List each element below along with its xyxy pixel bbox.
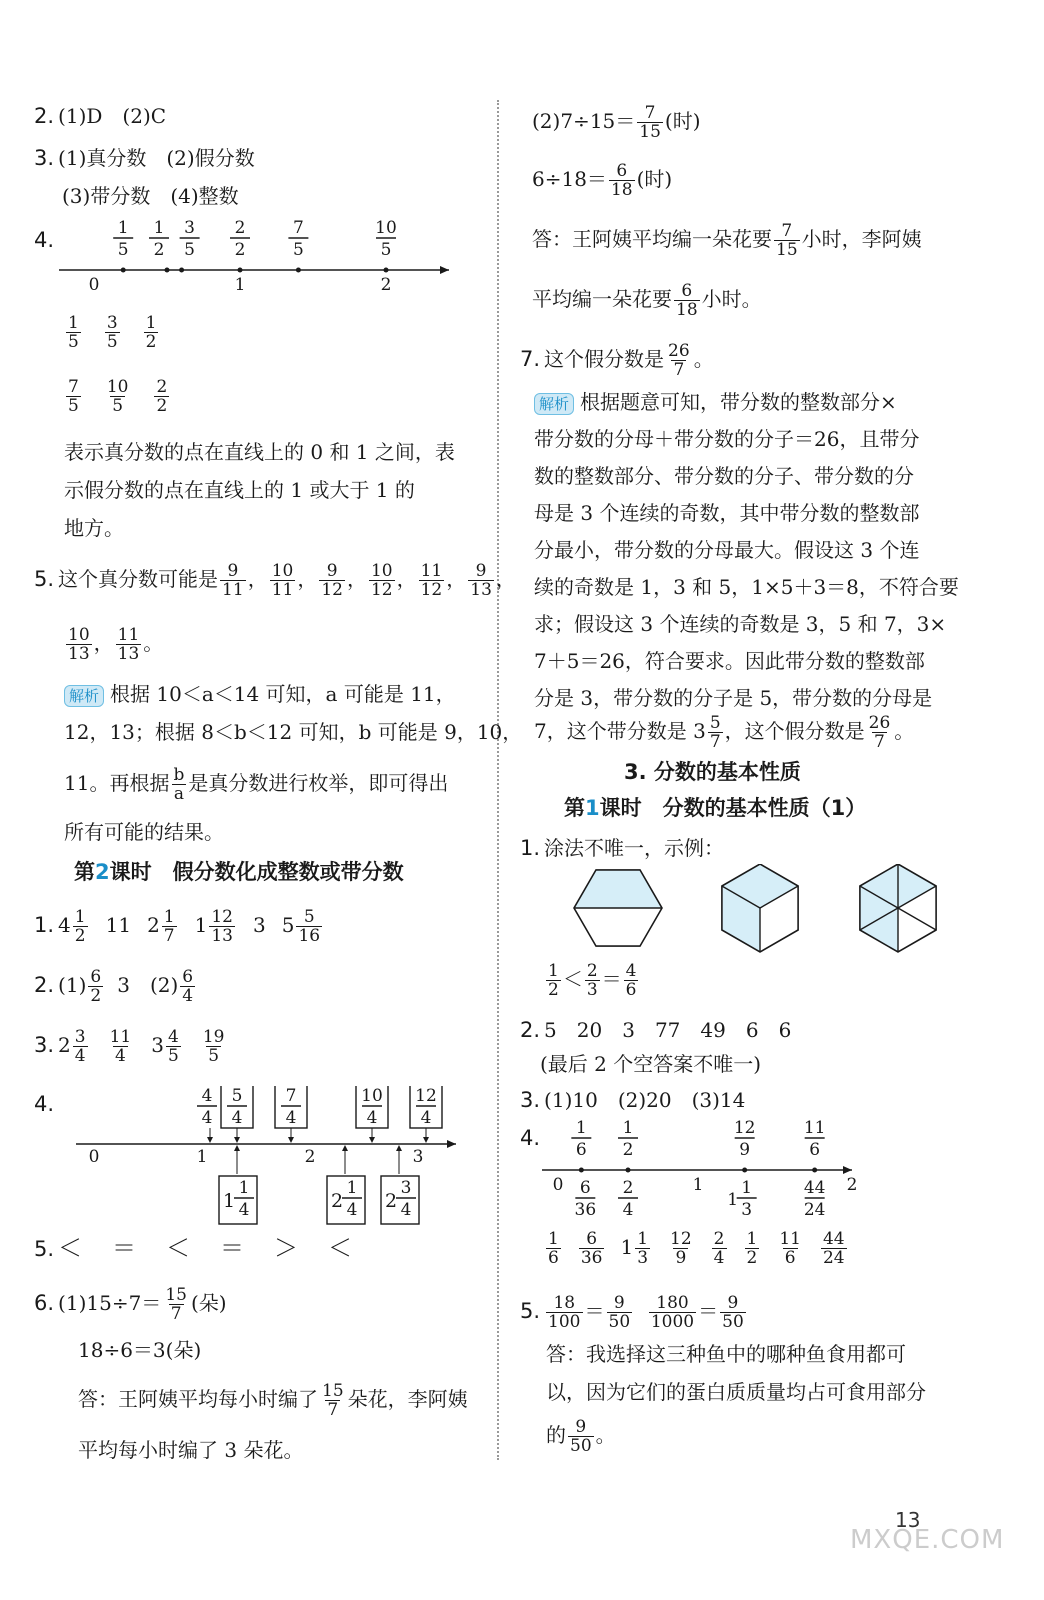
top-fraction-num: 7 <box>285 1086 297 1106</box>
q4-text3: 地方。 <box>64 516 124 540</box>
hexagon-figures <box>548 864 948 954</box>
q5-line1: 5. 这个真分数可能是 $\frac{9}{11}$ ， $\frac{10}{11}$ ， $\frac{9}{12}$ ， $\frac{10}{12}$ ， $\frac{11}{12}$ ， $\frac{9}{13}$ ， <box>34 561 516 600</box>
fraction: $\frac{4}{6}$ <box>625 961 637 1000</box>
s2q4-number-line <box>64 1086 464 1228</box>
fraction: $\frac{9}{50}$ <box>570 1417 592 1456</box>
top-fraction-den: 5 <box>117 240 129 260</box>
tick-label: 0 <box>88 275 100 295</box>
fraction: $\frac{18}{100}$ <box>548 1293 581 1332</box>
top-fraction-den: 9 <box>739 1140 751 1160</box>
fraction: $\frac{7}{15}$ <box>639 103 661 142</box>
bottom-fraction-den: 36 <box>574 1200 597 1220</box>
fraction: $\frac{180}{1000}$ <box>650 1293 695 1332</box>
q4-text1: 表示真分数的点在直线上的 0 和 1 之间，表 <box>64 440 455 464</box>
fraction: $\frac{9}{50}$ <box>722 1293 744 1332</box>
s2q6-line4: 平均每小时编了 3 朵花。 <box>78 1438 304 1462</box>
q7: 7. 这个假分数是 $\frac{26}{7}$ 。 <box>520 341 714 380</box>
s2q5: 5. ＜ ＝ ＜ ＝ ＞ ＜ <box>34 1234 356 1262</box>
top-fraction-den: 4 <box>366 1108 378 1128</box>
q5-exp1: 解析 根据 10＜a＜14 可知，a 可能是 11， <box>64 680 456 708</box>
top-fraction-den: 5 <box>380 240 392 260</box>
shaded-region <box>574 870 662 908</box>
s3q5-answer3: 的 $\frac{9}{50}$ 。 <box>546 1417 616 1456</box>
fraction: $\frac{26}{7}$ <box>668 341 690 380</box>
top-fraction-num: 1 <box>153 218 165 238</box>
fraction: $\frac{6}{18}$ <box>610 161 633 200</box>
point <box>384 268 389 273</box>
q7-exp8: 7＋5＝26，符合要求。因此带分数的整数部 <box>534 649 925 673</box>
bottom-fraction-num: 1 <box>741 1178 753 1198</box>
tick-label: 0 <box>552 1175 564 1195</box>
axis-arrow <box>447 1140 456 1148</box>
analysis-tag: 解析 <box>534 393 574 415</box>
tick-label: 3 <box>412 1147 424 1167</box>
shaded-region <box>898 864 936 908</box>
axis-arrow <box>440 266 449 274</box>
fraction: $\frac{6}{4}$ <box>182 967 194 1006</box>
s3q5-answer1: 答：我选择这三种鱼中的哪种鱼食用都可 <box>546 1342 906 1366</box>
r3: 答：王阿姨平均编一朵花要 $\frac{7}{15}$ 小时，李阿姨 <box>532 221 922 260</box>
tick-label: 1 <box>234 275 246 295</box>
fraction: $\frac{b}{a}$ <box>173 765 185 804</box>
fraction: $\frac{6}{36}$ <box>580 1229 603 1268</box>
fraction: $\frac{1}{7}$ <box>163 907 175 946</box>
fraction: $\frac{19}{5}$ <box>202 1027 225 1066</box>
fraction: $\frac{9}{12}$ <box>321 561 343 600</box>
top-fraction-den: 4 <box>201 1108 213 1128</box>
q5-exp3: 11。再根据 $\frac{b}{a}$ 是真分数进行枚举，即可得出 <box>64 765 449 804</box>
s3q1-answer: $\frac{1}{2}$ ＜ $\frac{2}{3}$ ＝ $\frac{4}{6}$ <box>548 961 637 1000</box>
q4-row1 <box>64 314 180 351</box>
q4-num: 4. <box>34 228 55 252</box>
r2: 6÷18＝ $\frac{6}{18}$ (时) <box>532 161 673 200</box>
q7-exp2: 带分数的分母＋带分数的分子＝26，且带分 <box>534 427 920 451</box>
q3-line1: 3. (1)真分数 (2)假分数 <box>34 146 255 170</box>
q5-exp4: 所有可能的结果。 <box>64 820 224 844</box>
bottom-fraction-num: 44 <box>803 1178 826 1198</box>
bottom-fraction-den: 3 <box>741 1200 753 1220</box>
r1: (2)7÷15＝ $\frac{7}{15}$ (时) <box>532 103 701 142</box>
top-fraction-num: 7 <box>292 218 304 238</box>
page-number: 13 <box>895 1508 921 1532</box>
top-fraction-den: 2 <box>153 240 165 260</box>
point <box>179 268 184 273</box>
section-3-lesson: 第1课时 分数的基本性质（1） <box>564 796 867 820</box>
mixed-fraction-num: 3 <box>400 1178 412 1198</box>
bottom-fraction-den: 24 <box>803 1200 826 1220</box>
q7-exp5: 分最小，带分数的分母最大。假设这 3 个连 <box>534 538 920 562</box>
point <box>165 268 170 273</box>
fraction: $\frac{1}{2}$ <box>74 907 86 946</box>
fraction: $\frac{10}{12}$ <box>370 561 393 600</box>
top-fraction-num: 10 <box>375 218 397 238</box>
tick-label: 2 <box>380 275 392 295</box>
fraction: $\frac{9}{13}$ <box>470 561 492 600</box>
top-fraction-num: 12 <box>733 1118 756 1138</box>
point <box>121 268 126 273</box>
fraction: $\frac{12}{9}$ <box>670 1229 692 1268</box>
bottom-fraction-num: 6 <box>579 1178 591 1198</box>
s3q4-num: 4. <box>520 1126 541 1150</box>
mixed-whole: 2 <box>330 1190 344 1212</box>
s3q2-note: (最后 2 个空答案不唯一) <box>540 1052 762 1076</box>
bottom-fraction-den: 4 <box>622 1200 634 1220</box>
q7-exp9: 分是 3，带分数的分子是 5，带分数的分母是 <box>534 686 933 710</box>
fraction: $\frac{5}{16}$ <box>298 907 321 946</box>
pointer-head <box>288 1137 294 1143</box>
top-fraction-den: 6 <box>575 1140 587 1160</box>
q7-exp7: 求；假设这 3 个连续的奇数是 3，5 和 7，3× <box>534 612 947 636</box>
fraction: $\frac{44}{24}$ <box>822 1229 845 1268</box>
s3q4-number-line <box>540 1118 860 1222</box>
q5-line2: $\frac{10}{13}$ ， $\frac{11}{13}$ 。 <box>68 625 164 664</box>
fraction: $\frac{12}{13}$ <box>211 907 233 946</box>
pointer-head <box>396 1145 402 1151</box>
pointer-head <box>234 1137 240 1143</box>
pointer-head <box>207 1137 213 1143</box>
fraction: $\frac{11}{12}$ <box>420 561 443 600</box>
top-fraction-den: 5 <box>184 240 196 260</box>
mixed-fraction-num: 1 <box>238 1178 250 1198</box>
top-fraction-num: 2 <box>234 218 246 238</box>
q4-row2 <box>64 378 191 415</box>
top-fraction-num: 12 <box>415 1086 437 1106</box>
s3q3: 3. (1)10 (2)20 (3)14 <box>520 1088 746 1112</box>
fraction: $\frac{2}{2}$ <box>156 377 168 416</box>
tick-label: 2 <box>846 1175 858 1195</box>
s3q5-answer2: 以，因为它们的蛋白质质量均占可食用部分 <box>546 1380 926 1404</box>
top-fraction-num: 5 <box>231 1086 243 1106</box>
top-fraction-den: 5 <box>292 240 304 260</box>
fraction: $\frac{10}{5}$ <box>106 377 129 416</box>
analysis-tag: 解析 <box>64 685 104 707</box>
point <box>812 1168 817 1173</box>
tick-label: 1 <box>196 1147 208 1167</box>
s2q6-line1: 6. (1)15÷7＝ $\frac{15}{7}$ (朵) <box>34 1285 227 1324</box>
s3q1: 1. 涂法不唯一，示例： <box>520 836 725 860</box>
top-fraction-num: 1 <box>575 1118 587 1138</box>
fraction: $\frac{11}{4}$ <box>109 1027 132 1066</box>
mixed-whole: 1 <box>727 1190 739 1210</box>
bottom-fraction-num: 2 <box>622 1178 634 1198</box>
fraction: $\frac{15}{7}$ <box>322 1381 344 1420</box>
fraction: $\frac{1}{2}$ <box>548 961 559 1000</box>
s2q2: 2. (1) $\frac{6}{2}$ 3 (2) $\frac{6}{4}$ <box>34 967 194 1006</box>
fraction: $\frac{7}{15}$ <box>776 221 798 260</box>
fraction: $\frac{6}{2}$ <box>90 967 102 1006</box>
top-fraction-den: 2 <box>622 1140 634 1160</box>
s3q2: 2. 5 20 3 77 49 6 6 <box>520 1018 792 1042</box>
top-fraction-num: 4 <box>201 1086 213 1106</box>
tick-label: 2 <box>304 1147 316 1167</box>
fraction: $\frac{2}{3}$ <box>586 961 598 1000</box>
top-fraction-num: 3 <box>184 218 196 238</box>
fraction: $\frac{3}{5}$ <box>106 313 118 352</box>
s2q3: 3. 2 $\frac{3}{4}$ $\frac{11}{4}$ 3 $\frac{4}{5}$ $\frac{19}{5}$ <box>34 1027 225 1066</box>
fraction: $\frac{1}{6}$ <box>548 1229 559 1268</box>
mixed-fraction-den: 4 <box>238 1200 250 1220</box>
pointer-head <box>423 1137 429 1143</box>
top-fraction-num: 11 <box>803 1118 826 1138</box>
axis-arrow <box>843 1166 852 1174</box>
q4-number-line <box>54 218 454 298</box>
s2q1: 1. 4 $\frac{1}{2}$ 11 2 $\frac{1}{7}$ 1 $\frac{12}{13}$ 3 5 $\frac{5}{16}$ <box>34 907 321 946</box>
fraction: $\frac{10}{11}$ <box>271 561 294 600</box>
fraction: $\frac{1}{3}$ <box>637 1229 649 1268</box>
top-fraction-num: 10 <box>361 1086 383 1106</box>
divider-line <box>898 908 936 930</box>
fraction: $\frac{4}{5}$ <box>167 1027 179 1066</box>
mixed-whole: 2 <box>384 1190 398 1212</box>
point <box>742 1168 747 1173</box>
q7-exp6: 续的奇数是 1，3 和 5，1×5＋3＝8，不符合要 <box>534 575 959 599</box>
point <box>626 1168 631 1173</box>
fraction: $\frac{6}{18}$ <box>676 281 698 320</box>
mixed-fraction-den: 4 <box>346 1200 358 1220</box>
fraction: $\frac{26}{7}$ <box>868 713 891 752</box>
point <box>238 268 243 273</box>
fraction: $\frac{2}{4}$ <box>713 1229 725 1268</box>
fraction: $\frac{9}{50}$ <box>608 1293 631 1332</box>
s3q4-row: $\frac{1}{6}$ $\frac{6}{36}$ 1 $\frac{1}{3}$ $\frac{12}{9}$ $\frac{2}{4}$ $\frac{1}{2}$ $\frac{11}{6}$ $\frac{44}{24}$ <box>548 1229 845 1268</box>
mixed-fraction-num: 1 <box>346 1178 358 1198</box>
q7-exp1: 解析 根据题意可知，带分数的整数部分× <box>534 388 897 416</box>
tick-label: 0 <box>88 1147 100 1167</box>
q7-exp10: 7，这个带分数是 3 $\frac{5}{7}$ ，这个假分数是 $\frac{26}{7}$ 。 <box>534 713 915 752</box>
top-fraction-den: 4 <box>285 1108 297 1128</box>
column-divider <box>497 100 499 1460</box>
fraction: $\frac{1}{5}$ <box>68 313 79 352</box>
top-fraction-den: 6 <box>809 1140 821 1160</box>
fraction: $\frac{1}{2}$ <box>145 313 157 352</box>
pointer-head <box>234 1145 240 1151</box>
q7-exp3: 数的整数部分、带分数的分子、带分数的分 <box>534 464 914 488</box>
s2q6-line2: 18÷6＝3(朵) <box>78 1338 202 1362</box>
fraction: $\frac{11}{6}$ <box>779 1229 801 1268</box>
q7-exp4: 母是 3 个连续的奇数，其中带分数的整数部 <box>534 501 920 525</box>
mixed-whole: 1 <box>222 1190 236 1212</box>
q4-text2: 示假分数的点在直线上的 1 或大于 1 的 <box>64 478 415 502</box>
top-fraction-den: 2 <box>234 240 246 260</box>
fraction: $\frac{9}{11}$ <box>222 561 244 600</box>
s3q5: 5. $\frac{18}{100}$ ＝ $\frac{9}{50}$ $\frac{180}{1000}$ ＝ $\frac{9}{50}$ <box>520 1293 744 1332</box>
mixed-fraction-den: 4 <box>400 1200 412 1220</box>
section-2-heading: 第2课时 假分数化成整数或带分数 <box>74 860 404 884</box>
pointer-head <box>369 1137 375 1143</box>
q2: 2. (1)D (2)C <box>34 104 167 128</box>
tick-label: 1 <box>692 1175 704 1195</box>
fraction: $\frac{10}{13}$ <box>68 625 90 664</box>
fraction: $\frac{7}{5}$ <box>68 377 79 416</box>
q3-line2: (3)带分数 (4)整数 <box>62 184 239 208</box>
top-fraction-num: 1 <box>622 1118 634 1138</box>
fraction: $\frac{1}{2}$ <box>746 1229 758 1268</box>
watermark: MXQE.COM <box>850 1525 1005 1555</box>
s2q6-line3: 答：王阿姨平均每小时编了 $\frac{15}{7}$ 朵花，李阿姨 <box>78 1381 468 1420</box>
top-fraction-den: 4 <box>231 1108 243 1128</box>
r4: 平均编一朵花要 $\frac{6}{18}$ 小时。 <box>532 281 762 320</box>
top-fraction-num: 1 <box>117 218 129 238</box>
section-3-title: 3. 分数的基本性质 <box>624 760 801 784</box>
fraction: $\frac{11}{13}$ <box>117 625 140 664</box>
fraction: $\frac{3}{4}$ <box>74 1027 86 1066</box>
q5-exp2: 12，13；根据 8＜b＜12 可知，b 可能是 9，10， <box>64 720 523 744</box>
pointer-head <box>342 1145 348 1151</box>
point <box>296 268 301 273</box>
top-fraction-den: 4 <box>420 1108 432 1128</box>
fraction: $\frac{15}{7}$ <box>165 1285 187 1324</box>
fraction: $\frac{5}{7}$ <box>709 713 721 752</box>
s2q4-num: 4. <box>34 1092 55 1116</box>
point <box>579 1168 584 1173</box>
